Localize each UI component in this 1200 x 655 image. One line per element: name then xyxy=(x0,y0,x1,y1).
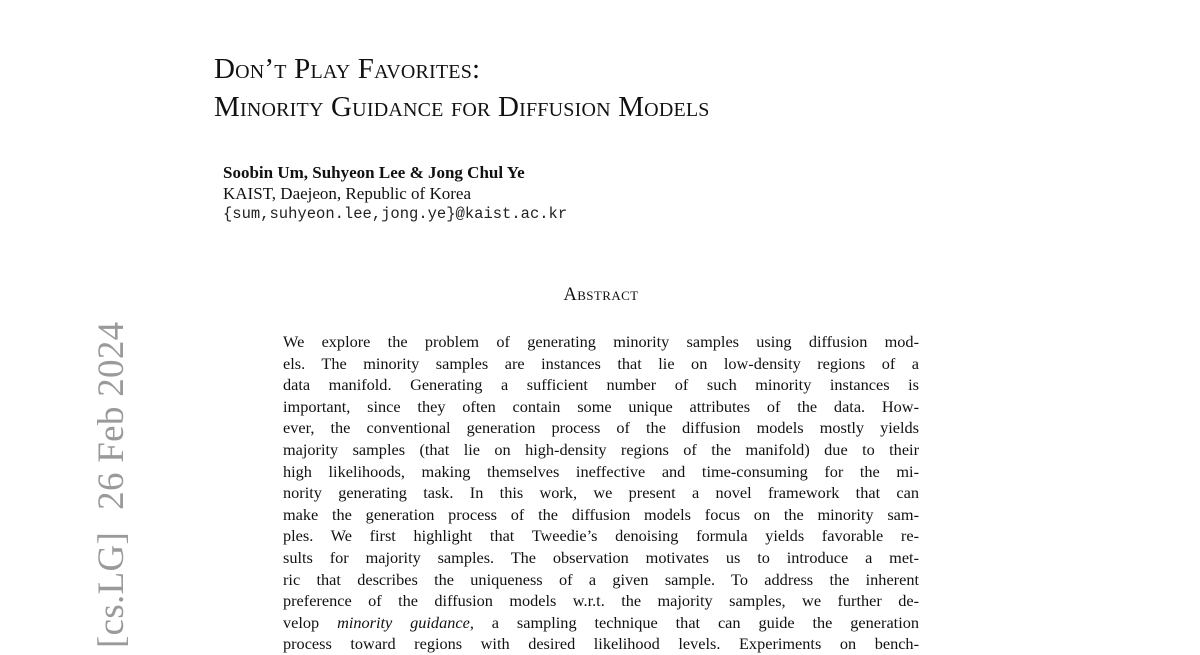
author-email[interactable]: {sum,suhyeon.lee,jong.ye}@kaist.ac.kr xyxy=(223,205,568,223)
arxiv-stamp-text xyxy=(84,288,140,648)
author-names: Soobin Um, Suhyeon Lee & Jong Chul Ye xyxy=(223,163,525,182)
arxiv-category: [cs.LG] xyxy=(91,531,132,648)
abstract-line: sults for majority samples. The observation motivates us to introduce a met- xyxy=(283,547,919,567)
emphasis-text: minority guidance xyxy=(337,612,470,632)
abstract-line: make the generation process of the diffusion models focus on the minority sam- xyxy=(283,504,919,524)
paper-title xyxy=(214,50,974,126)
abstract-line: data manifold. Generating a sufficient number of such minority instances is xyxy=(283,375,919,395)
abstract-line: majority samples (that lie on high-density regions of the manifold) due to their xyxy=(283,439,919,459)
abstract-line: ever, the conventional generation process of the diffusion models mostly yields xyxy=(283,418,919,438)
arxiv-sidebar-stamp xyxy=(22,308,132,648)
abstract-line-emphasis xyxy=(283,612,919,634)
abstract-line: important, since they often contain some unique attributes of the data. How- xyxy=(283,396,919,416)
abstract-line: process toward regions with desired likelihood levels. Experiments on bench- xyxy=(283,634,919,654)
title-line-2: Minority Guidance for Diffusion Models xyxy=(214,91,710,123)
abstract-line: We explore the problem of generating minority samples using diffusion mod- xyxy=(283,332,919,351)
abstract-body xyxy=(283,331,919,655)
abstract-line: ples. We first highlight that Tweedie’s denoising formula yields favorable re- xyxy=(283,526,919,546)
abstract-heading xyxy=(0,285,1200,306)
author-affiliation: KAIST, Daejeon, Republic of Korea xyxy=(223,184,471,203)
abstract-line: preference of the diffusion models w.r.t. the majority samples, we further de- xyxy=(283,591,919,611)
abstract-line: ric that describes the uniqueness of a given sample. To address the inherent xyxy=(283,569,919,589)
title-line-1: Don’t Play Favorites: xyxy=(214,53,481,85)
abstract-heading-text: Abstract xyxy=(563,285,639,305)
line-text: velop xyxy=(283,612,338,632)
abstract-line: high likelihoods, making themselves ineffective and time-consuming for the mi- xyxy=(283,461,919,481)
author-block xyxy=(223,162,567,225)
abstract-line: els. The minority samples are instances that lie on low-density regions of a xyxy=(283,353,919,373)
abstract-line: nority generating task. In this work, we present a novel framework that can xyxy=(283,483,919,503)
line-text: , a sampling technique that can guide the generation xyxy=(469,612,919,632)
arxiv-date: 26 Feb 2024 xyxy=(91,321,132,510)
